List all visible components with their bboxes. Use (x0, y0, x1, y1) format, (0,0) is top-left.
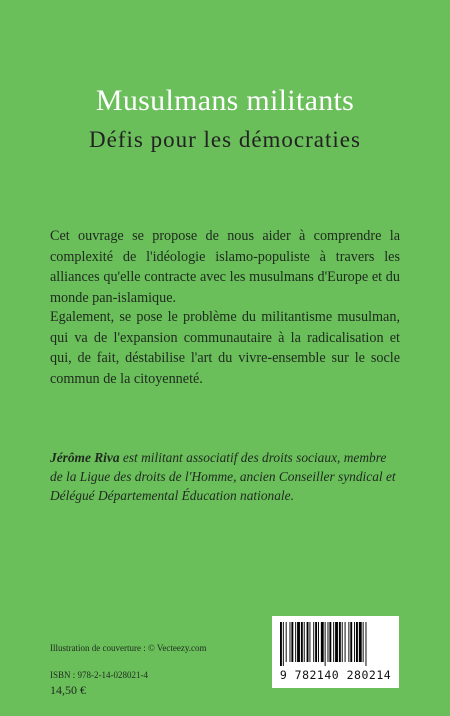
barcode-bar (339, 622, 341, 662)
barcode-bar (325, 622, 326, 666)
barcode-bar (363, 622, 364, 662)
cover-credit: Illustration de couverture : © Vecteezy.com (50, 643, 207, 653)
book-title: Musulmans militants (95, 84, 355, 117)
barcode-bar (313, 622, 314, 662)
barcode-bar (359, 622, 362, 662)
summary-paragraph-1: Cet ouvrage se propose de nous aider à comprendre la complexité de l'idéologie islamo-populiste à travers les alliances qu'elle contracte avec les musulmans d'Europe et du monde pan-islamique. (50, 228, 400, 306)
barcode-bar (307, 622, 309, 662)
barcode-bar (348, 622, 349, 662)
barcode-bar (356, 622, 358, 662)
barcode-bar (301, 622, 303, 662)
summary-paragraph-2: Egalement, se pose le problème du militantisme musulman, qui va de l'expansion communautaire à la radicalisation et qui, de fait, déstabilise l'art du vivre-ensemble sur le socle commun de la citoyenneté. (50, 309, 400, 387)
barcode-bar (280, 622, 282, 666)
author-bio-text: est militant associatif des droits sociaux, membre de la Ligue des droits de l'Homme, ancien Conseiller syndical et Délégué Départemental Éducation nationale. (50, 450, 396, 503)
barcode-bar (283, 622, 284, 666)
barcode-bar (366, 622, 367, 666)
author-bio (50, 448, 400, 505)
barcode-bar (342, 622, 343, 662)
barcode-bar (335, 622, 338, 662)
book-subtitle: Défis pour les démocraties (89, 127, 361, 152)
barcode-bar (321, 622, 324, 662)
barcode-bar (318, 622, 319, 662)
barcode-bar (304, 622, 305, 662)
barcode-bar (333, 622, 334, 662)
price-text: 14,50 € (50, 683, 86, 697)
barcode-bars (278, 622, 393, 666)
barcode-bar (354, 622, 355, 662)
barcode-bar (328, 622, 329, 662)
barcode-bar (329, 622, 331, 662)
barcode-bar (295, 622, 296, 662)
barcode-bar (286, 622, 287, 662)
barcode-bar (291, 622, 293, 662)
barcode-bar (315, 622, 317, 662)
isbn-text: ISBN : 978-2-14-028021-4 (50, 670, 148, 680)
barcode-bar (297, 622, 300, 662)
author-name: Jérôme Riva (50, 450, 120, 465)
barcode (272, 616, 399, 688)
barcode-bar (309, 622, 310, 662)
barcode-digits: 9 782140 280214 (279, 668, 392, 682)
barcode-bar (350, 622, 352, 662)
barcode-bar (345, 622, 346, 662)
barcode-bar (290, 622, 291, 662)
